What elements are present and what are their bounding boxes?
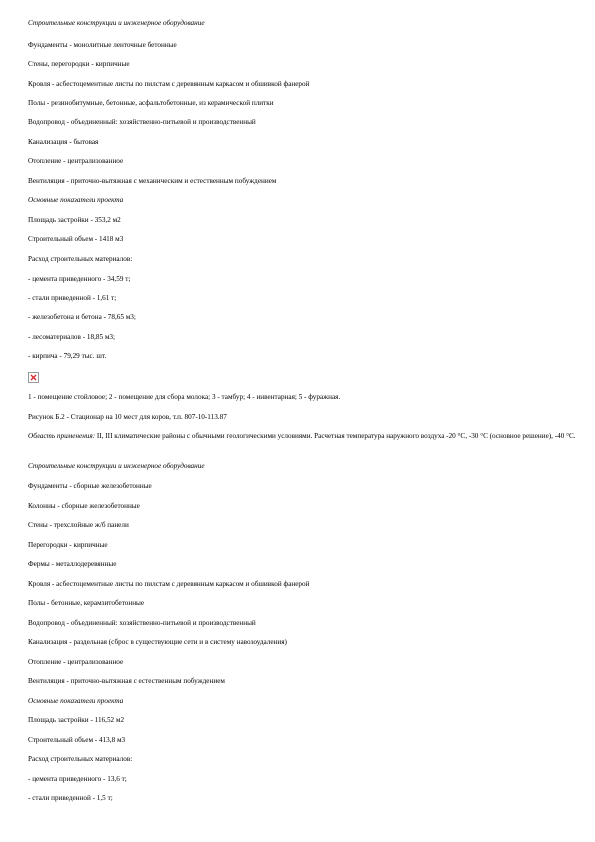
spec-item: Кровля - асбестоцементные листы по пилстам с деревянным каркасом и обшивкой фанерой — [28, 80, 310, 88]
section-heading: Строительные конструкции и инженерное оборудование — [28, 19, 205, 27]
spec-item: Вентиляция - приточно-вытяжная с механическим и естественным побуждением — [28, 177, 277, 185]
spec-item: Перегородки - кирпичные — [28, 541, 108, 549]
indicator-item: - лесоматериалов - 18,85 м3; — [28, 333, 115, 341]
figure-caption: Рисунок Б.2 - Стационар на 10 мест для коров, т.п. 807-10-113.87 — [28, 413, 227, 421]
spec-item: Стены, перегородки - кирпичные — [28, 60, 130, 68]
spec-item: Фундаменты - монолитные ленточные бетонные — [28, 41, 177, 49]
spec-item: Кровля - асбестоцементные листы по пилстам с деревянным каркасом и обшивкой фанерой — [28, 580, 310, 588]
spec-item: Стены - трехслойные ж/б панели — [28, 521, 129, 529]
indicator-item: Расход строительных материалов: — [28, 255, 133, 263]
spec-item: Колонны - сборные железобетонные — [28, 502, 140, 510]
spec-item: Отопление - централизованное — [28, 658, 124, 666]
spec-item: Канализация - раздельная (сброс в существующие сети и в систему навозоудаления) — [28, 638, 287, 646]
indicator-item: Строительный объем - 1418 м3 — [28, 235, 124, 243]
spec-item: Канализация - бытовая — [28, 138, 99, 146]
figure-legend: 1 - помещение стойловое; 2 - помещение для сбора молока; 3 - тамбур; 4 - инвентарная; 5 - фуражная. — [28, 393, 341, 401]
indicator-item: - стали приведенной - 1,5 т; — [28, 794, 113, 802]
broken-image-icon — [28, 372, 39, 383]
indicator-item: Площадь застройки - 116,52 м2 — [28, 716, 125, 724]
spec-item: Отопление - централизованное — [28, 157, 124, 165]
indicator-item: - цемента приведенного - 13,6 т; — [28, 775, 127, 783]
spec-item: Водопровод - объединенный: хозяйственно-питьевой и производственный — [28, 619, 256, 627]
indicator-item: Площадь застройки - 353,2 м2 — [28, 216, 121, 224]
indicator-item: Строительный объем - 413,8 м3 — [28, 736, 126, 744]
spec-item: Полы - резинобитумные, бетонные, асфальтобетонные, из керамической плитки — [28, 99, 274, 107]
spec-item: Водопровод - объединенный: хозяйственно-питьевой и производственный — [28, 118, 256, 126]
indicator-item: - цемента приведенного - 34,59 т; — [28, 275, 131, 283]
indicator-item: Расход строительных материалов: — [28, 755, 133, 763]
scope-text: II, III климатические районы с обычными геологическими условиями. Расчетная температура наружного воздуха -20 °С, -30 °С (основное решение), -40 °С. — [95, 432, 576, 440]
spec-item: Вентиляция - приточно-вытяжная с естественным побуждением — [28, 677, 225, 685]
indicators-heading: Основные показатели проекта — [28, 196, 124, 204]
indicator-item: - кирпича - 79,29 тыс. шт. — [28, 352, 107, 360]
indicator-item: - железобетона и бетона - 78,65 м3; — [28, 313, 136, 321]
spec-item: Фундаменты - сборные железобетонные — [28, 482, 152, 490]
spec-item: Фермы - металлодеревянные — [28, 560, 117, 568]
indicators-heading: Основные показатели проекта — [28, 697, 124, 705]
scope-paragraph — [28, 432, 577, 441]
indicator-item: - стали приведенной - 1,61 т; — [28, 294, 117, 302]
spec-item: Полы - бетонные, керамзитобетонные — [28, 599, 145, 607]
section-heading: Строительные конструкции и инженерное оборудование — [28, 462, 205, 470]
scope-label: Область применения: — [28, 432, 96, 440]
